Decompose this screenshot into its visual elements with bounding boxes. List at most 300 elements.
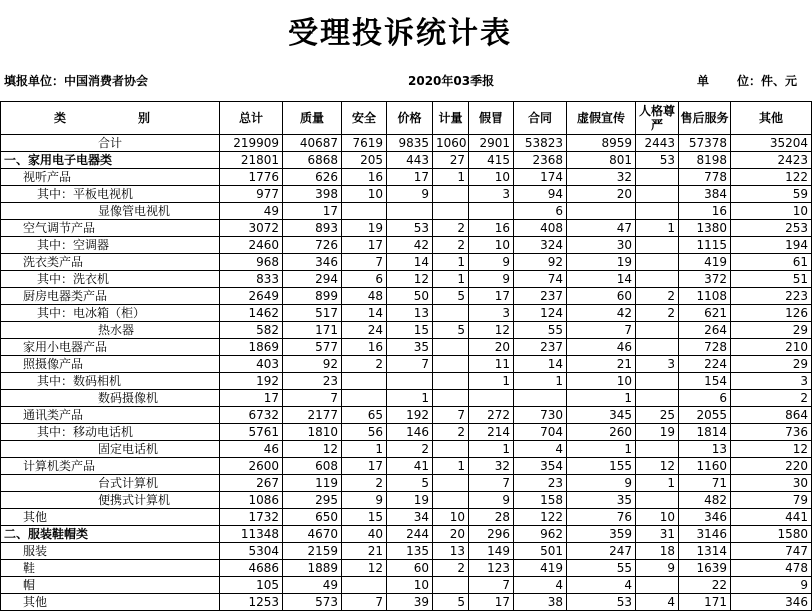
table-header-row — [1, 102, 812, 135]
table-cell: 10 — [636, 509, 679, 526]
table-cell: 4 — [567, 577, 636, 594]
table-cell — [636, 577, 679, 594]
table-cell: 29 — [731, 322, 812, 339]
col-header-false-advertising: 虚假宣传 — [567, 102, 636, 135]
table-cell: 296 — [469, 526, 514, 543]
table-cell: 747 — [731, 543, 812, 560]
table-cell: 27 — [433, 152, 469, 169]
table-cell: 14 — [342, 305, 387, 322]
table-cell: 1 — [433, 169, 469, 186]
table-cell: 294 — [283, 271, 342, 288]
table-cell: 778 — [679, 169, 731, 186]
table-cell: 126 — [731, 305, 812, 322]
table-cell: 7 — [567, 322, 636, 339]
table-cell — [433, 203, 469, 220]
table-row — [1, 186, 812, 203]
table-cell: 1814 — [679, 424, 731, 441]
table-row — [1, 373, 812, 390]
table-row — [1, 577, 812, 594]
table-cell: 92 — [514, 254, 567, 271]
table-cell: 6 — [514, 203, 567, 220]
table-row — [1, 390, 812, 407]
table-cell: 92 — [283, 356, 342, 373]
table-cell: 237 — [514, 339, 567, 356]
table-cell: 9 — [469, 254, 514, 271]
table-cell: 2 — [433, 237, 469, 254]
table-cell: 124 — [514, 305, 567, 322]
table-cell: 608 — [283, 458, 342, 475]
table-cell: 372 — [679, 271, 731, 288]
table-cell: 272 — [469, 407, 514, 424]
table-cell: 253 — [731, 220, 812, 237]
table-cell: 224 — [679, 356, 731, 373]
table-cell: 76 — [567, 509, 636, 526]
table-cell: 2423 — [731, 152, 812, 169]
table-cell: 1869 — [220, 339, 283, 356]
table-cell: 346 — [283, 254, 342, 271]
page-title: 受理投诉统计表 — [288, 16, 512, 51]
table-cell: 79 — [731, 492, 812, 509]
table-cell: 16 — [342, 339, 387, 356]
table-cell: 10 — [731, 203, 812, 220]
table-cell: 626 — [283, 169, 342, 186]
col-header-category: 类 别 — [1, 102, 220, 135]
col-header-personal-dignity: 人格尊严 — [636, 102, 679, 135]
row-label: 其中：电冰箱（柜） — [1, 305, 220, 322]
table-cell: 264 — [679, 322, 731, 339]
table-cell: 3 — [636, 356, 679, 373]
table-cell: 17 — [283, 203, 342, 220]
table-cell: 174 — [514, 169, 567, 186]
table-cell: 15 — [342, 509, 387, 526]
table-cell: 1 — [469, 373, 514, 390]
table-cell — [433, 356, 469, 373]
table-cell — [636, 169, 679, 186]
table-cell: 7 — [342, 254, 387, 271]
table-cell — [433, 186, 469, 203]
row-label: 台式计算机 — [1, 475, 220, 492]
table-cell: 2 — [433, 560, 469, 577]
table-cell — [636, 390, 679, 407]
table-cell: 346 — [731, 594, 812, 611]
table-cell — [567, 203, 636, 220]
table-cell: 56 — [342, 424, 387, 441]
table-cell: 171 — [679, 594, 731, 611]
table-row — [1, 135, 812, 152]
table-cell — [342, 203, 387, 220]
table-cell: 5 — [433, 288, 469, 305]
table-row — [1, 271, 812, 288]
table-cell: 8959 — [567, 135, 636, 152]
table-cell: 214 — [469, 424, 514, 441]
table-cell: 22 — [679, 577, 731, 594]
table-cell: 12 — [283, 441, 342, 458]
table-cell: 47 — [567, 220, 636, 237]
table-cell: 55 — [567, 560, 636, 577]
table-cell: 4 — [636, 594, 679, 611]
table-cell: 49 — [283, 577, 342, 594]
table-cell: 11 — [469, 356, 514, 373]
table-cell: 17 — [387, 169, 433, 186]
table-cell: 59 — [731, 186, 812, 203]
table-cell — [387, 203, 433, 220]
row-label: 二、服装鞋帽类 — [1, 526, 220, 543]
table-cell: 57378 — [679, 135, 731, 152]
table-cell: 35204 — [731, 135, 812, 152]
row-label: 数码摄像机 — [1, 390, 220, 407]
table-cell: 11348 — [220, 526, 283, 543]
table-cell: 10 — [433, 509, 469, 526]
table-row — [1, 169, 812, 186]
table-row — [1, 407, 812, 424]
row-label: 固定电话机 — [1, 441, 220, 458]
table-cell: 23 — [283, 373, 342, 390]
row-label: 家用小电器产品 — [1, 339, 220, 356]
table-cell: 135 — [387, 543, 433, 560]
table-cell: 16 — [679, 203, 731, 220]
table-cell: 6732 — [220, 407, 283, 424]
table-cell: 34 — [387, 509, 433, 526]
table-cell — [636, 492, 679, 509]
table-cell: 2649 — [220, 288, 283, 305]
table-cell: 501 — [514, 543, 567, 560]
col-header-contract: 合同 — [514, 102, 567, 135]
table-cell: 14 — [514, 356, 567, 373]
table-cell: 577 — [283, 339, 342, 356]
row-label: 厨房电器类产品 — [1, 288, 220, 305]
table-row — [1, 322, 812, 339]
table-cell: 267 — [220, 475, 283, 492]
table-cell: 621 — [679, 305, 731, 322]
table-cell: 6 — [342, 271, 387, 288]
table-cell: 1732 — [220, 509, 283, 526]
table-cell: 10 — [567, 373, 636, 390]
table-cell: 38 — [514, 594, 567, 611]
table-cell — [433, 373, 469, 390]
row-label: 其中：空调器 — [1, 237, 220, 254]
table-cell: 962 — [514, 526, 567, 543]
table-cell: 29 — [731, 356, 812, 373]
table-row — [1, 509, 812, 526]
table-cell: 155 — [567, 458, 636, 475]
table-cell: 7 — [469, 475, 514, 492]
row-label: 计算机类产品 — [1, 458, 220, 475]
table-cell: 17 — [469, 594, 514, 611]
table-cell: 19 — [387, 492, 433, 509]
table-cell: 149 — [469, 543, 514, 560]
table-cell: 49 — [220, 203, 283, 220]
table-cell: 53 — [636, 152, 679, 169]
table-cell: 219909 — [220, 135, 283, 152]
table-cell: 384 — [679, 186, 731, 203]
table-cell: 9 — [731, 577, 812, 594]
table-cell: 4 — [514, 577, 567, 594]
table-cell: 5 — [433, 322, 469, 339]
table-cell: 122 — [731, 169, 812, 186]
table-cell: 1108 — [679, 288, 731, 305]
table-cell: 48 — [342, 288, 387, 305]
table-row — [1, 475, 812, 492]
table-cell: 23 — [514, 475, 567, 492]
table-cell: 24 — [342, 322, 387, 339]
table-cell — [636, 237, 679, 254]
table-cell — [636, 322, 679, 339]
table-cell: 1 — [433, 458, 469, 475]
table-row — [1, 441, 812, 458]
table-cell: 443 — [387, 152, 433, 169]
table-cell: 2600 — [220, 458, 283, 475]
table-row — [1, 152, 812, 169]
table-cell: 21 — [567, 356, 636, 373]
row-label: 显像管电视机 — [1, 203, 220, 220]
table-cell: 1 — [387, 390, 433, 407]
table-cell: 244 — [387, 526, 433, 543]
table-cell: 4 — [514, 441, 567, 458]
table-cell: 94 — [514, 186, 567, 203]
table-cell: 582 — [220, 322, 283, 339]
table-cell: 9 — [469, 492, 514, 509]
table-cell: 1810 — [283, 424, 342, 441]
table-row — [1, 254, 812, 271]
table-cell — [342, 577, 387, 594]
table-cell: 223 — [731, 288, 812, 305]
table-cell: 12 — [342, 560, 387, 577]
table-cell: 10 — [469, 237, 514, 254]
table-cell: 1639 — [679, 560, 731, 577]
table-cell: 17 — [342, 237, 387, 254]
table-cell: 194 — [731, 237, 812, 254]
table-cell — [433, 339, 469, 356]
table-cell: 15 — [387, 322, 433, 339]
table-cell: 41 — [387, 458, 433, 475]
col-header-after-sales: 售后服务 — [679, 102, 731, 135]
table-cell: 210 — [731, 339, 812, 356]
table-cell: 5 — [387, 475, 433, 492]
row-label: 空气调节产品 — [1, 220, 220, 237]
table-cell: 16 — [469, 220, 514, 237]
table-cell: 17 — [342, 458, 387, 475]
table-cell: 8198 — [679, 152, 731, 169]
table-cell: 32 — [567, 169, 636, 186]
table-cell: 704 — [514, 424, 567, 441]
table-cell: 1 — [636, 220, 679, 237]
row-label: 洗衣类产品 — [1, 254, 220, 271]
table-cell: 7 — [387, 356, 433, 373]
table-cell: 1 — [469, 441, 514, 458]
table-cell: 6868 — [283, 152, 342, 169]
table-cell: 2 — [636, 305, 679, 322]
table-cell — [469, 390, 514, 407]
table-cell: 60 — [387, 560, 433, 577]
table-cell: 13 — [387, 305, 433, 322]
table-cell: 46 — [220, 441, 283, 458]
table-cell: 5 — [433, 594, 469, 611]
table-cell: 728 — [679, 339, 731, 356]
table-row — [1, 356, 812, 373]
table-cell: 40687 — [283, 135, 342, 152]
table-cell: 16 — [342, 169, 387, 186]
table-cell: 5761 — [220, 424, 283, 441]
table-cell — [636, 373, 679, 390]
table-cell: 4670 — [283, 526, 342, 543]
table-cell: 40 — [342, 526, 387, 543]
table-cell: 46 — [567, 339, 636, 356]
table-cell — [342, 390, 387, 407]
table-cell: 9 — [469, 271, 514, 288]
table-cell: 39 — [387, 594, 433, 611]
table-cell — [514, 390, 567, 407]
table-cell: 968 — [220, 254, 283, 271]
table-row — [1, 492, 812, 509]
row-label: 一、家用电子电器类 — [1, 152, 220, 169]
table-cell: 60 — [567, 288, 636, 305]
table-cell — [433, 305, 469, 322]
table-row — [1, 339, 812, 356]
table-cell: 30 — [567, 237, 636, 254]
table-cell: 12 — [731, 441, 812, 458]
table-cell: 1776 — [220, 169, 283, 186]
table-cell: 1 — [342, 441, 387, 458]
table-cell: 192 — [387, 407, 433, 424]
table-cell — [636, 339, 679, 356]
table-cell: 17 — [469, 288, 514, 305]
table-cell: 5304 — [220, 543, 283, 560]
reporting-unit: 填报单位：中国消费者协会 — [4, 74, 149, 88]
table-cell: 123 — [469, 560, 514, 577]
table-cell: 1889 — [283, 560, 342, 577]
unit-label: 单 — [697, 74, 710, 88]
table-cell: 419 — [514, 560, 567, 577]
table-cell: 20 — [433, 526, 469, 543]
table-cell: 171 — [283, 322, 342, 339]
table-cell: 573 — [283, 594, 342, 611]
table-cell: 9 — [387, 186, 433, 203]
table-row — [1, 594, 812, 611]
table-cell: 10 — [342, 186, 387, 203]
table-cell: 3146 — [679, 526, 731, 543]
table-cell: 19 — [636, 424, 679, 441]
table-cell: 13 — [433, 543, 469, 560]
table-cell — [433, 475, 469, 492]
row-label: 服装 — [1, 543, 220, 560]
table-cell: 9 — [342, 492, 387, 509]
table-cell: 7 — [283, 390, 342, 407]
table-cell: 21801 — [220, 152, 283, 169]
table-cell: 419 — [679, 254, 731, 271]
table-cell: 2177 — [283, 407, 342, 424]
table-cell: 7 — [469, 577, 514, 594]
table-cell: 31 — [636, 526, 679, 543]
table-cell: 19 — [567, 254, 636, 271]
table-cell: 25 — [636, 407, 679, 424]
table-cell: 35 — [567, 492, 636, 509]
table-cell: 4686 — [220, 560, 283, 577]
report-period: 2020年03季报 — [408, 74, 495, 88]
table-cell: 2368 — [514, 152, 567, 169]
table-cell: 42 — [567, 305, 636, 322]
table-cell: 237 — [514, 288, 567, 305]
unit-value: 位：件、元 — [737, 74, 798, 88]
table-cell: 20 — [469, 339, 514, 356]
table-cell: 192 — [220, 373, 283, 390]
table-cell: 10 — [387, 577, 433, 594]
table-cell: 1086 — [220, 492, 283, 509]
table-cell — [636, 441, 679, 458]
table-row — [1, 288, 812, 305]
table-cell: 2 — [342, 475, 387, 492]
table-cell: 482 — [679, 492, 731, 509]
table-cell: 14 — [387, 254, 433, 271]
row-label: 其他 — [1, 594, 220, 611]
table-cell: 9835 — [387, 135, 433, 152]
table-cell: 18 — [636, 543, 679, 560]
table-cell: 3 — [469, 305, 514, 322]
table-cell: 2159 — [283, 543, 342, 560]
table-cell: 105 — [220, 577, 283, 594]
table-cell: 833 — [220, 271, 283, 288]
table-row — [1, 458, 812, 475]
table-cell: 12 — [469, 322, 514, 339]
table-cell: 1462 — [220, 305, 283, 322]
table-row — [1, 305, 812, 322]
table-cell: 736 — [731, 424, 812, 441]
table-cell: 441 — [731, 509, 812, 526]
table-row — [1, 424, 812, 441]
table-cell: 2 — [342, 356, 387, 373]
table-cell: 28 — [469, 509, 514, 526]
table-cell: 346 — [679, 509, 731, 526]
table-cell — [636, 186, 679, 203]
table-cell: 517 — [283, 305, 342, 322]
table-cell: 1580 — [731, 526, 812, 543]
table-cell: 2 — [636, 288, 679, 305]
table-cell: 55 — [514, 322, 567, 339]
table-cell: 9 — [636, 560, 679, 577]
row-label: 其中：洗衣机 — [1, 271, 220, 288]
row-label: 其中：移动电话机 — [1, 424, 220, 441]
table-cell — [469, 203, 514, 220]
table-cell: 893 — [283, 220, 342, 237]
row-label: 合计 — [1, 135, 220, 152]
table-cell: 9 — [567, 475, 636, 492]
table-cell: 899 — [283, 288, 342, 305]
table-cell: 146 — [387, 424, 433, 441]
table-cell: 1253 — [220, 594, 283, 611]
table-cell — [636, 254, 679, 271]
table-cell: 7 — [342, 594, 387, 611]
table-cell: 1115 — [679, 237, 731, 254]
table-cell: 354 — [514, 458, 567, 475]
table-cell: 71 — [679, 475, 731, 492]
table-cell: 2 — [433, 220, 469, 237]
table-cell: 478 — [731, 560, 812, 577]
table-cell: 61 — [731, 254, 812, 271]
table-row — [1, 560, 812, 577]
table-cell: 154 — [679, 373, 731, 390]
table-cell: 1 — [433, 254, 469, 271]
table-cell: 50 — [387, 288, 433, 305]
table-cell: 1060 — [433, 135, 469, 152]
col-header-other: 其他 — [731, 102, 812, 135]
table-cell: 7 — [433, 407, 469, 424]
row-label: 其他 — [1, 509, 220, 526]
col-header-price: 价格 — [387, 102, 433, 135]
table-cell: 1380 — [679, 220, 731, 237]
table-cell: 53 — [567, 594, 636, 611]
col-header-quality: 质量 — [283, 102, 342, 135]
table-cell: 260 — [567, 424, 636, 441]
table-cell — [636, 271, 679, 288]
